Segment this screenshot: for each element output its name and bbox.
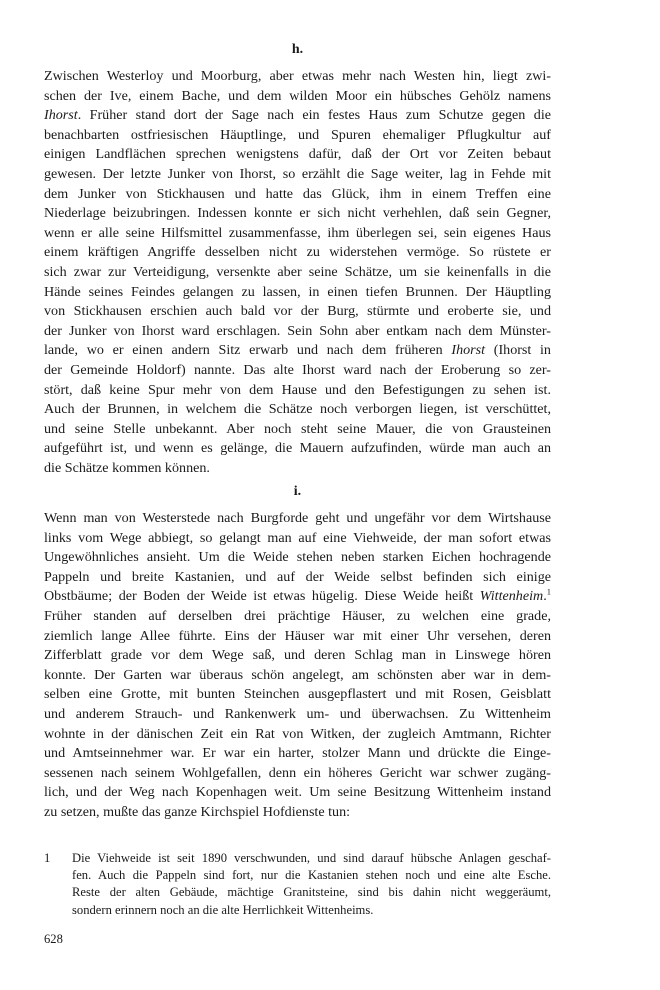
- text-line: [44, 587, 551, 607]
- text-line: Früher standen auf derselben drei prächtige Häuser, zu welchen eine grade,: [44, 607, 551, 624]
- footnote-line: Die Viehweide ist seit 1890 verschwunden, und sind darauf hübsche Anlagen geschaf-: [72, 851, 551, 865]
- text-line: links vom Wege abbiegt, so gelangt man auf eine Viehweide, der man sofort etwas: [44, 529, 551, 546]
- italic-place-name: Ihorst: [44, 107, 78, 124]
- section-heading-h: h.: [291, 42, 304, 57]
- text-line: [44, 341, 551, 361]
- text-line: und anderem Strauch- und Rankenwerk um- und überwachsen. Zu Wittenheim: [44, 705, 551, 722]
- text-line: lich, und der Weg nach Kopenhagen weit. Um seine Besitzung Wittenheim instand: [44, 784, 551, 801]
- text-line: wenn er alle seine Hilfsmittel zusammenfasse, ihm überlegen sei, sein eigenes Haus: [44, 224, 551, 241]
- text-line: [44, 106, 551, 126]
- text-line: benachbarten ostfriesischen Häuptlinge, und Spuren ehemaliger Pflugkultur auf: [44, 126, 551, 143]
- text-line: stört, daß keine Spur mehr von dem Hause und den Befestigungen zu sehen ist.: [44, 381, 551, 398]
- section-h-paragraph: [44, 67, 551, 478]
- text-line-start: lande, wo er einen andern Sitz erwarb und nach dem früheren: [44, 342, 452, 359]
- text-line: Zifferblatt grade vor dem Wege saß, und deren Schlag man in Linswege hören: [44, 647, 551, 664]
- text-line: sessenen nach seinem Wohlgefallen, denn ein höheres Gericht war schwer zugäng-: [44, 764, 551, 781]
- text-line: gewesen. Der letzte Junker von Ihorst, so erzählt die Sage weiter, lag in Fehde mit: [44, 165, 551, 182]
- text-line: der Gemeinde Holdorf) nannte. Das alte Ihorst ward nach der Eroberung so zer-: [44, 361, 551, 378]
- text-line-rest: .: [543, 588, 547, 605]
- text-line-rest: (Ihorst in: [485, 342, 551, 359]
- footnote-number: 1: [44, 851, 51, 865]
- section-i-paragraph: [44, 509, 551, 823]
- footnote-line: sondern erinnern noch an die alte Herrlichkeit Wittenheims.: [72, 902, 374, 917]
- text-line: der Junker von Ihorst ward erschlagen. Sein Sohn aber entkam nach dem Münster-: [44, 322, 551, 339]
- text-line: Ungewöhnliches ansieht. Um die Weide stehen neben starken Eichen hochragende: [44, 549, 551, 566]
- text-line: dem Junker von Stickhausen und hatte das Glück, ihm in einem Treffen eine: [44, 185, 551, 202]
- footnote-text: [72, 850, 551, 919]
- text-line: von Stickhausen erschien auch bald vor der Burg, stürmte und eroberte sie, und: [44, 303, 551, 320]
- text-line: wohnte in der dänischen Zeit ein Rat von Witken, der zugleich Amtmann, Richter: [44, 725, 551, 742]
- text-line: schen der Ive, einem Bache, und dem wilden Moor ein hübsches Gehölz namens: [44, 87, 551, 104]
- text-line-rest: . Früher stand dort der Sage nach ein festes Haus zum Schutze gegen die: [77, 107, 551, 124]
- text-line: Hände seines Feindes gelangen zu lassen, in einen tiefen Brunnen. Der Häuptling: [44, 283, 551, 300]
- italic-place-name: Ihorst: [451, 342, 486, 359]
- page-number: 628: [44, 932, 63, 946]
- text-line: zu setzen, mußte das ganze Kirchspiel Hofdienste tun:: [44, 803, 351, 820]
- text-line: selben eine Grotte, mit bunten Steinchen ausgepflastert und mit Rosen, Geisblatt: [44, 686, 551, 703]
- text-line: Zwischen Westerloy und Moorburg, aber etwas mehr nach Westen hin, liegt zwi-: [44, 68, 551, 84]
- footnote-line: Reste der alten Gebäude, mächtige Granitsteine, sind bis dahin nicht weggeräumt,: [72, 885, 551, 900]
- text-line: Niederlage beizubringen. Indessen konnte er sich nicht verhehlen, daß sein Gegner,: [44, 205, 551, 222]
- text-line: die Schätze kommen können.: [44, 459, 210, 476]
- text-line: und seine Stelle unbekannt. Aber noch steht seine Mauer, die von Grausteinen: [44, 420, 551, 437]
- text-line: Pappeln und breite Kastanien, und auf der Weide selbst befinden sich einige: [44, 568, 551, 585]
- footnote-reference[interactable]: 1: [546, 587, 551, 597]
- text-line: aufgeführt ist, und wenn es gelänge, die Mauern aufzufinden, würde man auch an: [44, 440, 551, 457]
- text-line: einigen Landflächen sprechen wenigstens dafür, daß der Ort vor Zeiten bebaut: [44, 146, 551, 163]
- text-line: Auch der Brunnen, in welchem die Schätze noch verborgen liegen, ist verschüttet,: [44, 401, 551, 418]
- text-line: ziemlich lange Allee führte. Eins der Häuser war mit einer Uhr versehen, deren: [44, 627, 551, 644]
- text-line: Wenn man von Westerstede nach Burgforde geht und ungefähr vor dem Wirtshause: [44, 510, 551, 526]
- text-line: einem kräftigen Angriffe desselben nicht zu widerstehen vermöge. So rüstete er: [44, 244, 551, 261]
- text-line: sich zwar zur Verteidigung, versenkte aber seine Schätze, um sie keinenfalls in die: [44, 263, 551, 280]
- text-line: konnte. Der Garten war überaus schön angelegt, am schönsten aber war in dem-: [44, 666, 551, 683]
- section-heading-i: i.: [293, 484, 302, 499]
- italic-place-name: Wittenheim: [479, 588, 544, 605]
- text-line: und Amtseinnehmer war. Er war ein harter, stolzer Mann und drückte die Einge-: [44, 745, 551, 762]
- footnote-line: fen. Auch die Pappeln sind fort, nur die Kastanien stehen noch und eine alte Esche.: [72, 868, 551, 883]
- text-line-start: Obstbäume; der Boden der Weide ist etwas hügelig. Diese Weide heißt: [44, 588, 480, 605]
